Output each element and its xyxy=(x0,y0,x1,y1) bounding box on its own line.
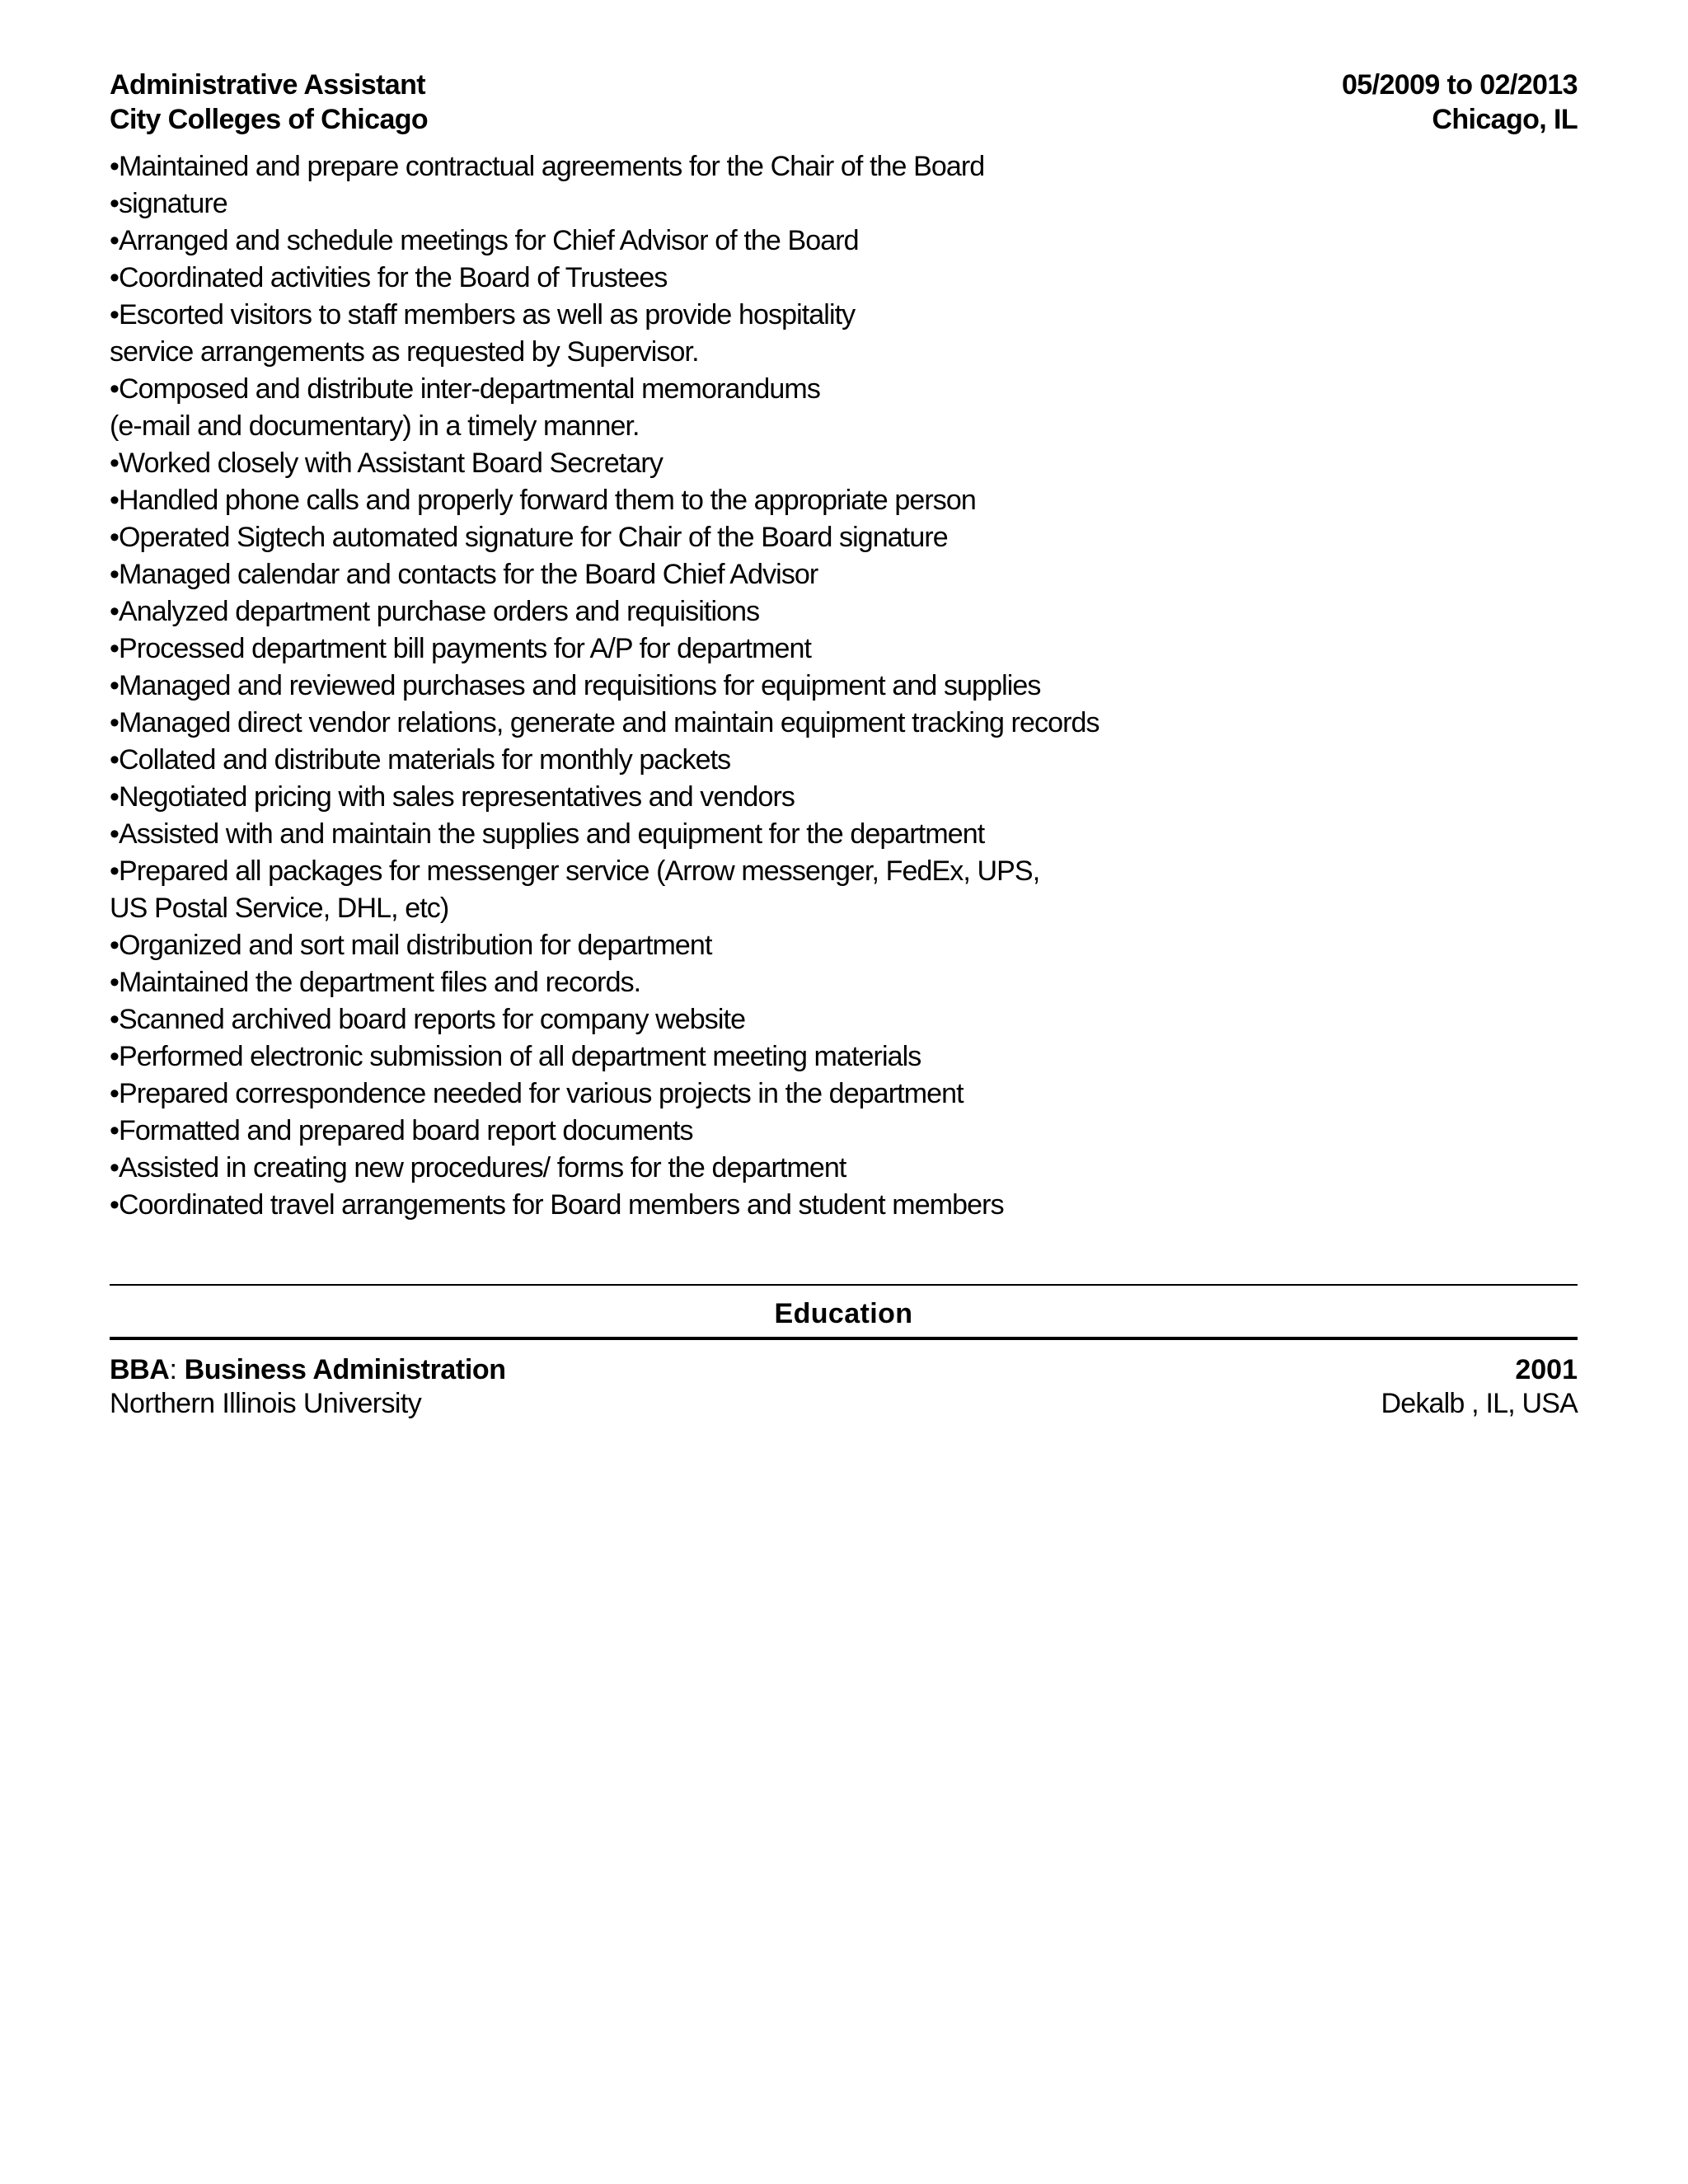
duty-line: •Maintained and prepare contractual agreements for the Chair of the Board xyxy=(110,151,985,182)
duty-line: •signature xyxy=(110,188,227,219)
duty-line: •Operated Sigtech automated signature for Chair of the Board signature xyxy=(110,522,948,553)
job-duties-list xyxy=(110,148,1428,1224)
school-location: Dekalb , IL, USA xyxy=(1381,1388,1578,1419)
education-divider-bottom xyxy=(110,1337,1578,1340)
duty-line: •Managed and reviewed purchases and requisitions for equipment and supplies xyxy=(110,670,1041,701)
education-divider-top xyxy=(110,1284,1578,1286)
degree-separator: : xyxy=(169,1354,185,1385)
duty-line: •Maintained the department files and records. xyxy=(110,967,641,998)
duty-line: •Handled phone calls and properly forward them to the appropriate person xyxy=(110,485,976,516)
duty-line: •Managed calendar and contacts for the Board Chief Advisor xyxy=(110,559,818,590)
duty-line: (e-mail and documentary) in a timely manner. xyxy=(110,410,640,442)
duty-line: •Organized and sort mail distribution for department xyxy=(110,930,712,961)
duty-line: •Worked closely with Assistant Board Secretary xyxy=(110,448,663,479)
degree-field: Business Administration xyxy=(184,1354,506,1385)
school-name: Northern Illinois University xyxy=(110,1388,422,1419)
duty-line: •Analyzed department purchase orders and requisitions xyxy=(110,596,760,627)
duty-line: •Processed department bill payments for A/P for department xyxy=(110,633,812,664)
duty-line: •Coordinated travel arrangements for Board members and student members xyxy=(110,1189,1004,1221)
duty-line: •Managed direct vendor relations, generate and maintain equipment tracking records xyxy=(110,707,1100,738)
duty-line: US Postal Service, DHL, etc) xyxy=(110,893,449,924)
duty-line: •Prepared all packages for messenger service (Arrow messenger, FedEx, UPS, xyxy=(110,855,1040,887)
duty-line: •Composed and distribute inter-departmental memorandums xyxy=(110,373,820,405)
duty-line: •Scanned archived board reports for company website xyxy=(110,1004,746,1035)
duty-line: •Prepared correspondence needed for various projects in the department xyxy=(110,1078,964,1109)
graduation-year: 2001 xyxy=(1515,1354,1578,1385)
duty-line: •Negotiated pricing with sales representatives and vendors xyxy=(110,781,795,813)
duty-line: •Formatted and prepared board report documents xyxy=(110,1115,693,1146)
duty-line: •Collated and distribute materials for monthly packets xyxy=(110,744,731,776)
duty-line: •Arranged and schedule meetings for Chief Advisor of the Board xyxy=(110,225,859,256)
education-heading: Education xyxy=(774,1298,913,1329)
degree-abbreviation: BBA xyxy=(110,1354,170,1385)
job-dates: 05/2009 to 02/2013 xyxy=(1342,69,1578,101)
duty-line: •Coordinated activities for the Board of Trustees xyxy=(110,262,668,293)
job-location: Chicago, IL xyxy=(1432,104,1578,135)
job-organization: City Colleges of Chicago xyxy=(110,104,429,135)
duty-line: •Assisted with and maintain the supplies and equipment for the department xyxy=(110,818,985,850)
duty-line: •Escorted visitors to staff members as well as provide hospitality xyxy=(110,299,856,330)
job-title: Administrative Assistant xyxy=(110,69,426,101)
resume-page xyxy=(110,66,1578,1419)
job-header xyxy=(110,66,1578,140)
duty-line: •Assisted in creating new procedures/ forms for the department xyxy=(110,1152,846,1183)
degree xyxy=(110,1353,506,1386)
duty-line: •Performed electronic submission of all department meeting materials xyxy=(110,1041,921,1072)
duty-line: service arrangements as requested by Supervisor. xyxy=(110,336,699,368)
